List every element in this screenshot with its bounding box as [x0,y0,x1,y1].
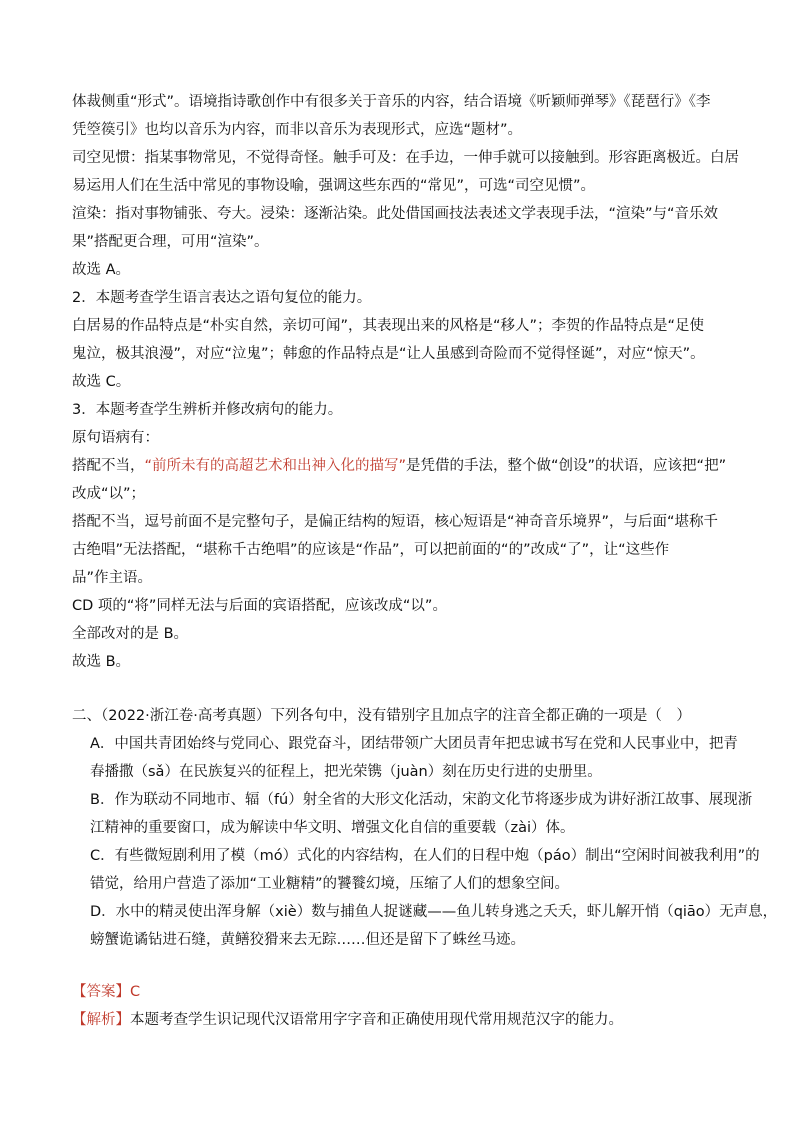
option-line: 螃蟹诡谲钻进石缝，黄鳝狡猾来去无踪……但还是留下了蛛丝马迹。 [90,932,525,948]
paragraph-line: 2．本题考查学生语言表达之语句复位的能力。 [72,290,372,306]
paragraph-line: 故选 C。 [72,374,131,390]
question-block [72,702,778,954]
paragraph-line: 故选 A。 [72,262,131,278]
paragraph-line: 品”作主语。 [72,570,153,586]
paragraph-line: 司空见惯：指某事物常见，不觉得奇怪。触手可及：在手边，一伸手就可以接触到。形容距离极近。白居 [72,150,739,166]
option-line: 春播撒（sǎ）在民族复兴的征程上，把光荣镌（juàn）刻在历史行进的史册里。 [90,764,602,780]
document-content [72,88,778,1034]
explanation-section [72,88,739,676]
line-text: 是凭借的手法，整个做“创设”的状语，应该把“把” [406,458,727,474]
analysis-text: 本题考查学生识记现代汉语常用字字音和正确使用现代常用规范汉字的能力。 [130,1012,623,1028]
paragraph-line: 易运用人们在生活中常见的事物设喻，强调这些东西的“常见”，可选“司空见惯”。 [72,178,596,194]
paragraph-line: 古绝唱”无法搭配，“堪称千古绝唱”的应该是“作品”，可以把前面的“的”改成“了”，让“这些作 [72,542,670,558]
answer-value: C [130,984,141,1000]
line-text: 搭配不当， [72,458,145,474]
paragraph-line: 改成“以”； [72,486,146,502]
paragraph-line: 渲染：指对事物铺张、夸大。浸染：逐渐沾染。此处借国画技法表述文学表现手法，“渲染”与“音乐效 [72,206,719,222]
option-line: A．中国共青团始终与党同心、跟党奋斗，团结带领广大团员青年把忠诚书写在党和人民事业中，把青 [90,736,738,752]
option-line: D．水中的精灵使出浑身解（xiè）数与捕鱼人捉谜藏——鱼儿转身逃之夭夭，虾儿解开悄（qiāo）无声息， [90,904,778,920]
answer-block [72,978,732,1034]
analysis-line [72,1006,732,1034]
analysis-tag: 【解析】 [72,1012,130,1028]
paragraph-line-mixed [72,452,732,480]
paragraph-line: 凭箜篌引》也均以音乐为内容，而非以音乐为表现形式，应选“题材”。 [72,122,523,138]
paragraph-line: 故选 B。 [72,654,131,670]
paragraph-line: 白居易的作品特点是“朴实自然，亲切可闻”，其表现出来的风格是“移人”；李贺的作品特点是“足使 [72,318,705,334]
answer-tag: 【答案】 [72,984,130,1000]
paragraph-line: 鬼泣，极其浪漫”，对应“泣鬼”；韩愈的作品特点是“让人虽感到奇险而不觉得怪诞”，对应“惊天”。 [72,346,705,362]
paragraph-line: 搭配不当，逗号前面不是完整句子，是偏正结构的短语，核心短语是“神奇音乐境界”，与后面“堪称千 [72,514,719,530]
option-line: 江精神的重要窗口，成为解读中华文明、增强文化自信的重要载（zài）体。 [90,820,575,836]
paragraph-line: 全部改对的是 B。 [72,626,189,642]
paragraph-line: 果”搭配更合理，可用“渲染”。 [72,234,269,250]
option-line: 错觉，给用户营造了添加“工业糖精”的饕餮幻境，压缩了人们的想象空间。 [90,876,570,892]
answer-line [72,978,732,1006]
highlighted-phrase: “前所未有的高超艺术和出神入化的描写” [144,458,407,474]
paragraph-line: 体裁侧重“形式”。语境指诗歌创作中有很多关于音乐的内容，结合语境《听颖师弹琴》《琵琶行》《李 [72,94,711,110]
question-stem: 二、（2022·浙江卷·高考真题）下列各句中，没有错别字且加点字的注音全都正确的一项是（ ） [72,708,691,724]
paragraph-line: 3．本题考查学生辨析并修改病句的能力。 [72,402,343,418]
option-line: B．作为联动不同地市、辐（fú）射全省的大形文化活动，宋韵文化节将逐步成为讲好浙江故事、展现浙 [90,792,753,808]
paragraph-line: CD 项的“将”同样无法与后面的宾语搭配，应该改成“以”。 [72,598,447,614]
option-line: C．有些微短剧利用了模（mó）式化的内容结构，在人们的日程中炮（páo）制出“空闲时间被我利用”的 [90,848,760,864]
paragraph-line: 原句语病有： [72,430,159,446]
